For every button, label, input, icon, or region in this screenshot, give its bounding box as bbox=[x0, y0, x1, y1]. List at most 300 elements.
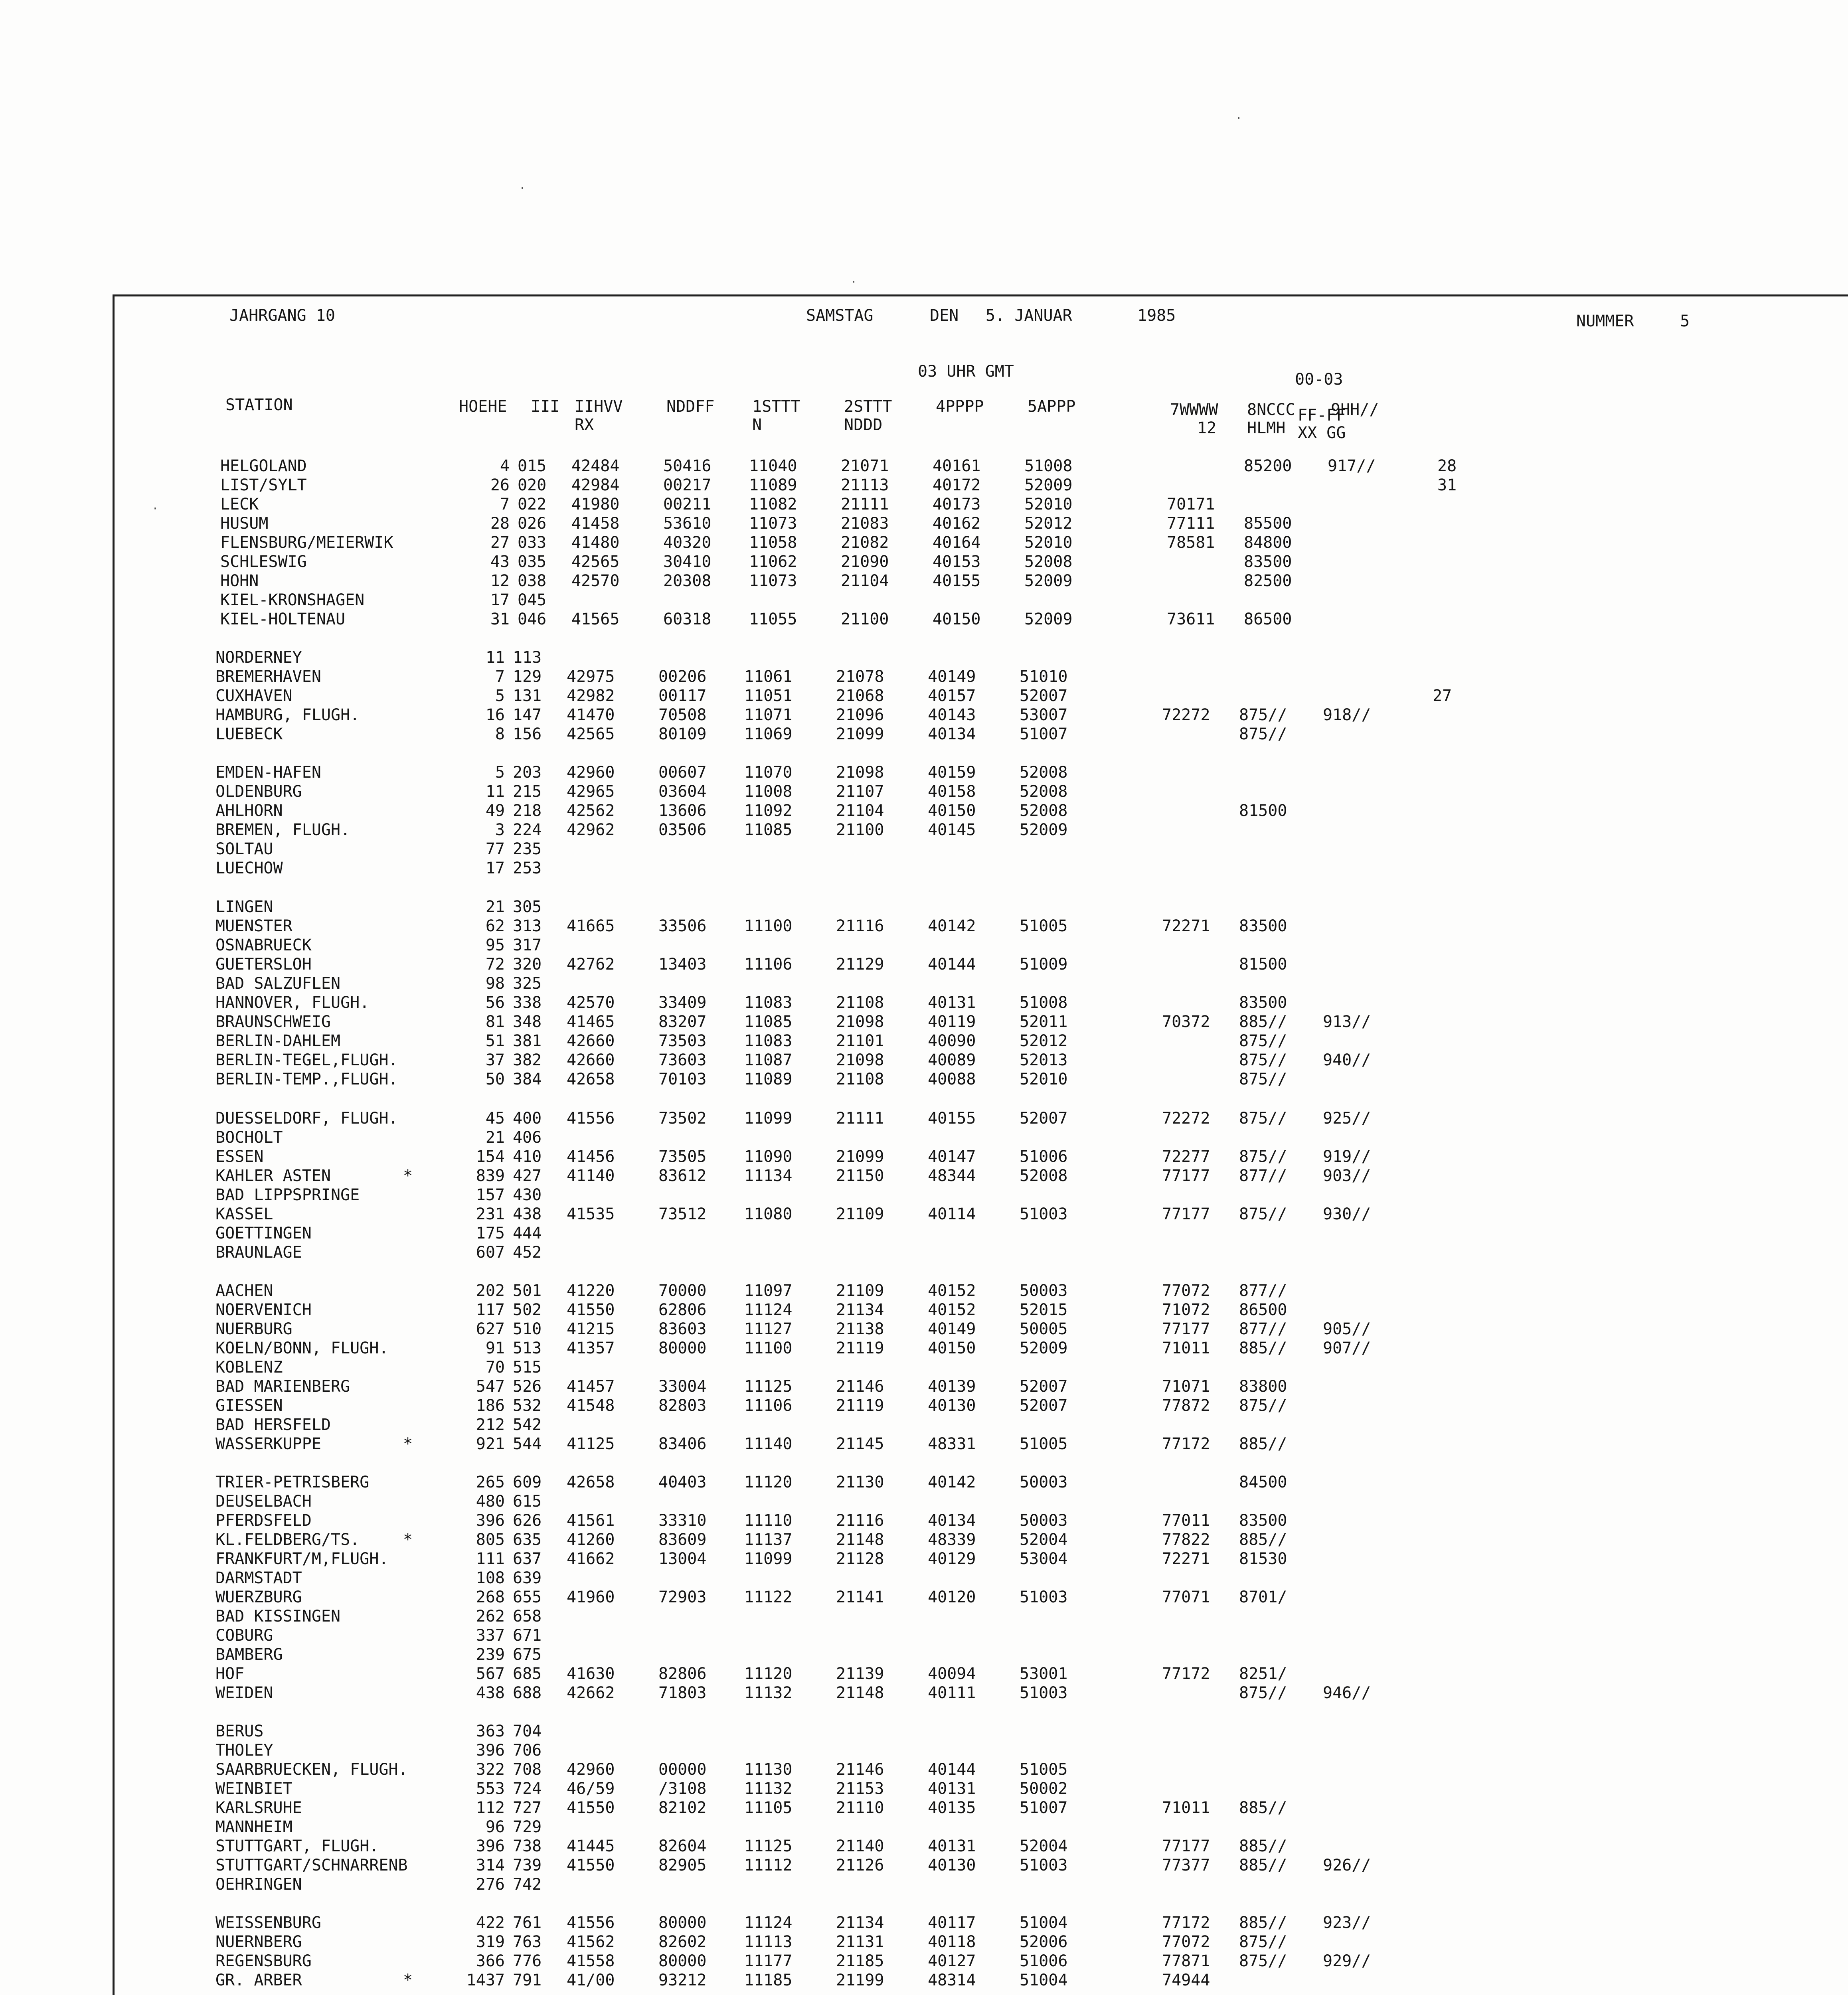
sttt2-value: 21090 bbox=[841, 553, 889, 571]
col-9hh: 9HH// bbox=[1331, 401, 1379, 419]
col-ff-top: 00-03 bbox=[1295, 370, 1343, 389]
appp5-value: 50003 bbox=[1020, 1473, 1068, 1491]
hoehe-value: 276 bbox=[476, 1875, 505, 1894]
sttt1-value: 11071 bbox=[744, 706, 793, 724]
iii-value: 727 bbox=[513, 1799, 542, 1817]
iii-value: 382 bbox=[513, 1051, 542, 1069]
nddff-value: 30410 bbox=[663, 553, 712, 571]
nddff-value: 03604 bbox=[658, 782, 707, 801]
iii-value: 513 bbox=[513, 1339, 542, 1357]
appp5-value: 51008 bbox=[1024, 457, 1073, 475]
iihvv-value: 41458 bbox=[571, 514, 620, 533]
station-name: WEISSENBURG bbox=[215, 1914, 321, 1932]
iihvv-value: 41980 bbox=[571, 495, 620, 514]
nccc8-value: 83800 bbox=[1239, 1377, 1287, 1396]
nddff-value: 33310 bbox=[658, 1511, 707, 1530]
hoehe-value: 43 bbox=[490, 553, 510, 571]
sttt1-value: 11089 bbox=[744, 1070, 793, 1088]
sttt1-value: 11122 bbox=[744, 1588, 793, 1606]
iihvv-value: 42658 bbox=[567, 1473, 615, 1491]
sttt1-value: 11008 bbox=[744, 782, 793, 801]
iihvv-value: 41558 bbox=[567, 1952, 615, 1970]
station-name: HANNOVER, FLUGH. bbox=[215, 994, 370, 1012]
sttt1-value: 11099 bbox=[744, 1109, 793, 1128]
sttt1-value: 11120 bbox=[744, 1665, 793, 1683]
hoehe-value: 49 bbox=[485, 802, 505, 820]
station-name: BAD HERSFELD bbox=[215, 1416, 331, 1434]
wwww7-value: 77871 bbox=[1162, 1952, 1210, 1970]
appp5-value: 52008 bbox=[1020, 782, 1068, 801]
iihvv-value: 42570 bbox=[567, 994, 615, 1012]
nccc8-value: 85500 bbox=[1244, 514, 1292, 533]
iii-value: 776 bbox=[513, 1952, 542, 1970]
pppp4-value: 40144 bbox=[928, 1760, 976, 1779]
sttt2-value: 21146 bbox=[836, 1377, 884, 1396]
col-ff-sub: XX GG bbox=[1298, 424, 1346, 442]
number-value: 5 bbox=[1680, 312, 1690, 330]
station-name: AACHEN bbox=[215, 1282, 273, 1300]
station-name: WASSERKUPPE bbox=[215, 1435, 321, 1453]
pppp4-value: 40111 bbox=[928, 1684, 976, 1702]
iihvv-value: 41456 bbox=[567, 1148, 615, 1166]
nccc8-value: 885// bbox=[1239, 1435, 1287, 1453]
wwww7-value: 77072 bbox=[1162, 1933, 1210, 1951]
iihvv-value: 41125 bbox=[567, 1435, 615, 1453]
station-name: BAD KISSINGEN bbox=[215, 1607, 341, 1626]
iihvv-value: 41662 bbox=[567, 1550, 615, 1568]
col-7wwww-sub: 12 bbox=[1197, 419, 1217, 437]
nccc8-value: 875// bbox=[1239, 725, 1287, 743]
nddff-value: 73505 bbox=[658, 1148, 707, 1166]
appp5-value: 52010 bbox=[1024, 495, 1073, 514]
hh9-value: 946// bbox=[1323, 1684, 1371, 1702]
nccc8-value: 885// bbox=[1239, 1837, 1287, 1855]
iii-value: 305 bbox=[513, 898, 542, 916]
den-label: DEN bbox=[930, 306, 959, 325]
nddff-value: 80109 bbox=[658, 725, 707, 743]
nccc8-value: 875// bbox=[1239, 706, 1287, 724]
pppp4-value: 40153 bbox=[933, 553, 981, 571]
iihvv-value: 41556 bbox=[567, 1914, 615, 1932]
pppp4-value: 40150 bbox=[928, 802, 976, 820]
nccc8-value: 885// bbox=[1239, 1799, 1287, 1817]
station-name: REGENSBURG bbox=[215, 1952, 312, 1970]
hoehe-value: 81 bbox=[485, 1013, 505, 1031]
station-name: COBURG bbox=[215, 1626, 273, 1645]
station-name: FRANKFURT/M,FLUGH. bbox=[215, 1550, 389, 1568]
wwww7-value: 70171 bbox=[1167, 495, 1215, 514]
iihvv-value: 42965 bbox=[567, 782, 615, 801]
nddff-value: 13403 bbox=[658, 955, 707, 974]
iihvv-value: 46/59 bbox=[567, 1780, 615, 1798]
station-name: FLENSBURG/MEIERWIK bbox=[220, 533, 393, 552]
hoehe-value: 45 bbox=[485, 1109, 505, 1128]
station-name: KAHLER ASTEN bbox=[215, 1167, 331, 1185]
hoehe-value: 37 bbox=[485, 1051, 505, 1069]
station-name: WUERZBURG bbox=[215, 1588, 302, 1606]
sttt1-value: 11112 bbox=[744, 1856, 793, 1875]
appp5-value: 52010 bbox=[1020, 1070, 1068, 1088]
station-name: SAARBRUECKEN, FLUGH. bbox=[215, 1760, 408, 1779]
station-name: WEINBIET bbox=[215, 1780, 293, 1798]
col-hoehe: HOEHE bbox=[459, 397, 507, 416]
hoehe-value: 921 bbox=[476, 1435, 505, 1453]
pppp4-value: 40114 bbox=[928, 1205, 976, 1223]
station-name: BERLIN-DAHLEM bbox=[215, 1032, 341, 1050]
iii-value: 203 bbox=[513, 763, 542, 782]
col-7wwww: 7WWWW bbox=[1170, 401, 1218, 419]
hoehe-value: 265 bbox=[476, 1473, 505, 1491]
iii-value: 438 bbox=[513, 1205, 542, 1223]
scan-speck: · bbox=[1235, 112, 1243, 126]
hoehe-value: 108 bbox=[476, 1569, 505, 1587]
station-name: HOF bbox=[215, 1665, 245, 1683]
iii-value: 639 bbox=[513, 1569, 542, 1587]
wwww7-value: 77872 bbox=[1162, 1396, 1210, 1415]
iii-value: 708 bbox=[513, 1760, 542, 1779]
appp5-value: 50002 bbox=[1020, 1780, 1068, 1798]
sttt1-value: 11132 bbox=[744, 1684, 793, 1702]
iii-value: 129 bbox=[513, 668, 542, 686]
wwww7-value: 77177 bbox=[1162, 1320, 1210, 1338]
station-name: DEUSELBACH bbox=[215, 1492, 312, 1511]
hoehe-value: 567 bbox=[476, 1665, 505, 1683]
wwww7-value: 77177 bbox=[1162, 1205, 1210, 1223]
sttt1-value: 11070 bbox=[744, 763, 793, 782]
pppp4-value: 40119 bbox=[928, 1013, 976, 1031]
sttt1-value: 11106 bbox=[744, 955, 793, 974]
wwww7-value: 72272 bbox=[1162, 1109, 1210, 1128]
scan-speck: · bbox=[519, 182, 526, 196]
hoehe-value: 1437 bbox=[466, 1971, 505, 1989]
iii-value: 400 bbox=[513, 1109, 542, 1128]
appp5-value: 52012 bbox=[1024, 514, 1073, 533]
iii-value: 026 bbox=[518, 514, 547, 533]
station-name: PFERDSFELD bbox=[215, 1511, 312, 1530]
sttt2-value: 21068 bbox=[836, 687, 884, 705]
hoehe-value: 95 bbox=[485, 936, 505, 954]
sttt2-value: 21141 bbox=[836, 1588, 884, 1606]
nddff-value: 93212 bbox=[658, 1971, 707, 1989]
iii-value: 131 bbox=[513, 687, 542, 705]
iihvv-value: 42570 bbox=[571, 572, 620, 590]
sttt2-value: 21126 bbox=[836, 1856, 884, 1875]
sttt2-value: 21130 bbox=[836, 1473, 884, 1491]
hoehe-value: 111 bbox=[476, 1550, 505, 1568]
wwww7-value: 77822 bbox=[1162, 1531, 1210, 1549]
station-name: BREMEN, FLUGH. bbox=[215, 821, 350, 839]
sttt2-value: 21109 bbox=[836, 1205, 884, 1223]
appp5-value: 51008 bbox=[1020, 994, 1068, 1012]
appp5-value: 52009 bbox=[1024, 610, 1073, 628]
appp5-value: 52008 bbox=[1020, 802, 1068, 820]
station-name: STUTTGART, FLUGH. bbox=[215, 1837, 379, 1855]
mountain-marker: * bbox=[403, 1531, 413, 1549]
station-name: BERLIN-TEGEL,FLUGH. bbox=[215, 1051, 398, 1069]
appp5-value: 51003 bbox=[1020, 1205, 1068, 1223]
iii-value: 658 bbox=[513, 1607, 542, 1626]
hoehe-value: 91 bbox=[485, 1339, 505, 1357]
sttt1-value: 11055 bbox=[749, 610, 797, 628]
appp5-value: 52007 bbox=[1020, 687, 1068, 705]
pppp4-value: 40130 bbox=[928, 1856, 976, 1875]
wwww7-value: 77011 bbox=[1162, 1511, 1210, 1530]
appp5-value: 50003 bbox=[1020, 1282, 1068, 1300]
pppp4-value: 48344 bbox=[928, 1167, 976, 1185]
iihvv-value: 41562 bbox=[567, 1933, 615, 1951]
col-nddff: NDDFF bbox=[666, 397, 715, 416]
sttt2-value: 21071 bbox=[841, 457, 889, 475]
iihvv-value: 41630 bbox=[567, 1665, 615, 1683]
hoehe-value: 31 bbox=[490, 610, 510, 628]
pppp4-value: 40129 bbox=[928, 1550, 976, 1568]
nccc8-value: 875// bbox=[1239, 1051, 1287, 1069]
pppp4-value: 40134 bbox=[928, 725, 976, 743]
nddff-value: 00000 bbox=[658, 1760, 707, 1779]
sttt2-value: 21153 bbox=[836, 1780, 884, 1798]
iihvv-value: 42960 bbox=[567, 763, 615, 782]
pppp4-value: 40147 bbox=[928, 1148, 976, 1166]
ff-value: 28 bbox=[1437, 457, 1457, 475]
hoehe-value: 28 bbox=[490, 514, 510, 533]
wwww7-value: 72271 bbox=[1162, 917, 1210, 935]
appp5-value: 51006 bbox=[1020, 1148, 1068, 1166]
appp5-value: 51003 bbox=[1020, 1588, 1068, 1606]
wwww7-value: 77377 bbox=[1162, 1856, 1210, 1875]
hoehe-value: 96 bbox=[485, 1818, 505, 1836]
sttt1-value: 11073 bbox=[749, 514, 797, 533]
sttt1-value: 11185 bbox=[744, 1971, 793, 1989]
iii-value: 452 bbox=[513, 1243, 542, 1262]
wwww7-value: 71011 bbox=[1162, 1799, 1210, 1817]
nccc8-value: 875// bbox=[1239, 1684, 1287, 1702]
nddff-value: 73603 bbox=[658, 1051, 707, 1069]
appp5-value: 52008 bbox=[1020, 1167, 1068, 1185]
station-name: KASSEL bbox=[215, 1205, 273, 1223]
iii-value: 046 bbox=[518, 610, 547, 628]
iihvv-value: 41565 bbox=[571, 610, 620, 628]
appp5-value: 51004 bbox=[1020, 1914, 1068, 1932]
nccc8-value: 86500 bbox=[1239, 1301, 1287, 1319]
nccc8-value: 875// bbox=[1239, 1396, 1287, 1415]
nccc8-value: 875// bbox=[1239, 1109, 1287, 1128]
sttt1-value: 11106 bbox=[744, 1396, 793, 1415]
iii-value: 635 bbox=[513, 1531, 542, 1549]
nccc8-value: 877// bbox=[1239, 1320, 1287, 1338]
iihvv-value: 41960 bbox=[567, 1588, 615, 1606]
iii-value: 738 bbox=[513, 1837, 542, 1855]
station-name: KOELN/BONN, FLUGH. bbox=[215, 1339, 389, 1357]
iii-value: 526 bbox=[513, 1377, 542, 1396]
station-name: BREMERHAVEN bbox=[215, 668, 321, 686]
sttt2-value: 21128 bbox=[836, 1550, 884, 1568]
col-1sttt-sub: N bbox=[752, 416, 762, 434]
station-name: BERUS bbox=[215, 1722, 264, 1740]
nccc8-value: 81500 bbox=[1239, 802, 1287, 820]
ff-value: 31 bbox=[1437, 476, 1457, 494]
pppp4-value: 40173 bbox=[933, 495, 981, 514]
col-8nccc-sub: HLMH bbox=[1247, 419, 1286, 437]
iihvv-value: 42660 bbox=[567, 1032, 615, 1050]
col-2sttt-sub: NDDD bbox=[844, 416, 883, 434]
iii-value: 338 bbox=[513, 994, 542, 1012]
nddff-value: 80000 bbox=[658, 1339, 707, 1357]
hoehe-value: 56 bbox=[485, 994, 505, 1012]
hoehe-value: 239 bbox=[476, 1645, 505, 1664]
pppp4-value: 40127 bbox=[928, 1952, 976, 1970]
station-name: DUESSELDORF, FLUGH. bbox=[215, 1109, 398, 1128]
pppp4-value: 40144 bbox=[928, 955, 976, 974]
appp5-value: 52009 bbox=[1024, 572, 1073, 590]
col-station: STATION bbox=[225, 396, 293, 414]
hoehe-value: 7 bbox=[500, 495, 510, 514]
pppp4-value: 40150 bbox=[928, 1339, 976, 1357]
appp5-value: 52007 bbox=[1020, 1109, 1068, 1128]
nddff-value: 83609 bbox=[658, 1531, 707, 1549]
sttt2-value: 21111 bbox=[841, 495, 889, 514]
pppp4-value: 40120 bbox=[928, 1588, 976, 1606]
iihvv-value: 42982 bbox=[567, 687, 615, 705]
col-4pppp: 4PPPP bbox=[936, 397, 984, 416]
nddff-value: 20308 bbox=[663, 572, 712, 590]
appp5-value: 52013 bbox=[1020, 1051, 1068, 1069]
iii-value: 761 bbox=[513, 1914, 542, 1932]
sttt2-value: 21098 bbox=[836, 1051, 884, 1069]
number-label: NUMMER bbox=[1576, 312, 1634, 330]
station-name: HOHN bbox=[220, 572, 259, 590]
hh9-value: 918// bbox=[1323, 706, 1371, 724]
nddff-value: 70000 bbox=[658, 1282, 707, 1300]
pppp4-value: 40094 bbox=[928, 1665, 976, 1683]
appp5-value: 52009 bbox=[1020, 1339, 1068, 1357]
station-name: NUERNBERG bbox=[215, 1933, 302, 1951]
nccc8-value: 84500 bbox=[1239, 1473, 1287, 1491]
wwww7-value: 77177 bbox=[1162, 1837, 1210, 1855]
pppp4-value: 40155 bbox=[933, 572, 981, 590]
pppp4-value: 40161 bbox=[933, 457, 981, 475]
nddff-value: 03506 bbox=[658, 821, 707, 839]
sttt1-value: 11090 bbox=[744, 1148, 793, 1166]
wwww7-value: 72271 bbox=[1162, 1550, 1210, 1568]
iii-value: 430 bbox=[513, 1186, 542, 1204]
station-name: AHLHORN bbox=[215, 802, 283, 820]
hoehe-value: 202 bbox=[476, 1282, 505, 1300]
sttt2-value: 21109 bbox=[836, 1282, 884, 1300]
station-name: BAD LIPPSPRINGE bbox=[215, 1186, 360, 1204]
station-name: BOCHOLT bbox=[215, 1128, 283, 1147]
station-name: NOERVENICH bbox=[215, 1301, 312, 1319]
pppp4-value: 40155 bbox=[928, 1109, 976, 1128]
hoehe-value: 396 bbox=[476, 1511, 505, 1530]
sttt2-value: 21119 bbox=[836, 1396, 884, 1415]
sttt1-value: 11132 bbox=[744, 1780, 793, 1798]
hh9-value: 903// bbox=[1323, 1167, 1371, 1185]
hoehe-value: 5 bbox=[495, 763, 505, 782]
hoehe-value: 17 bbox=[485, 859, 505, 877]
pppp4-value: 40162 bbox=[933, 514, 981, 533]
sttt1-value: 11127 bbox=[744, 1320, 793, 1338]
hoehe-value: 26 bbox=[490, 476, 510, 494]
iii-value: 320 bbox=[513, 955, 542, 974]
hh9-value: 907// bbox=[1323, 1339, 1371, 1357]
iii-value: 035 bbox=[518, 553, 547, 571]
hoehe-value: 62 bbox=[485, 917, 505, 935]
sttt1-value: 11124 bbox=[744, 1914, 793, 1932]
hoehe-value: 231 bbox=[476, 1205, 505, 1223]
hoehe-value: 98 bbox=[485, 974, 505, 993]
sttt2-value: 21101 bbox=[836, 1032, 884, 1050]
iii-value: 532 bbox=[513, 1396, 542, 1415]
hoehe-value: 175 bbox=[476, 1224, 505, 1242]
col-iihvv: IIHVV bbox=[575, 397, 623, 416]
sttt2-value: 21148 bbox=[836, 1684, 884, 1702]
iii-value: 763 bbox=[513, 1933, 542, 1951]
pppp4-value: 40164 bbox=[933, 533, 981, 552]
station-name: BAMBERG bbox=[215, 1645, 283, 1664]
hoehe-value: 186 bbox=[476, 1396, 505, 1415]
wwww7-value: 77177 bbox=[1162, 1167, 1210, 1185]
appp5-value: 52015 bbox=[1020, 1301, 1068, 1319]
iii-value: 218 bbox=[513, 802, 542, 820]
sttt2-value: 21138 bbox=[836, 1320, 884, 1338]
mountain-marker: * bbox=[403, 1435, 413, 1453]
hoehe-value: 112 bbox=[476, 1799, 505, 1817]
nddff-value: 33506 bbox=[658, 917, 707, 935]
sttt2-value: 21107 bbox=[836, 782, 884, 801]
iii-value: 655 bbox=[513, 1588, 542, 1606]
sttt2-value: 21110 bbox=[836, 1799, 884, 1817]
station-name: KOBLENZ bbox=[215, 1358, 283, 1377]
nddff-value: 73502 bbox=[658, 1109, 707, 1128]
hoehe-value: 363 bbox=[476, 1722, 505, 1740]
nddff-value: 00206 bbox=[658, 668, 707, 686]
station-name: SCHLESWIG bbox=[220, 553, 307, 571]
iihvv-value: 41556 bbox=[567, 1109, 615, 1128]
sttt2-value: 21104 bbox=[836, 802, 884, 820]
col-5appp: 5APPP bbox=[1028, 397, 1076, 416]
iii-value: 724 bbox=[513, 1780, 542, 1798]
iii-value: 515 bbox=[513, 1358, 542, 1377]
nccc8-value: 84800 bbox=[1244, 533, 1292, 552]
nddff-value: 13606 bbox=[658, 802, 707, 820]
appp5-value: 52010 bbox=[1024, 533, 1073, 552]
hoehe-value: 154 bbox=[476, 1148, 505, 1166]
hoehe-value: 396 bbox=[476, 1837, 505, 1855]
nddff-value: 72903 bbox=[658, 1588, 707, 1606]
nddff-value: 13004 bbox=[658, 1550, 707, 1568]
appp5-value: 52007 bbox=[1020, 1396, 1068, 1415]
col-iihvv-sub: RX bbox=[575, 416, 594, 434]
station-name: TRIER-PETRISBERG bbox=[215, 1473, 370, 1491]
hoehe-value: 8 bbox=[495, 725, 505, 743]
iii-value: 313 bbox=[513, 917, 542, 935]
station-name: STUTTGART/SCHNARRENB bbox=[215, 1856, 408, 1875]
iii-value: 501 bbox=[513, 1282, 542, 1300]
station-name: BERLIN-TEMP.,FLUGH. bbox=[215, 1070, 398, 1088]
sttt1-value: 11105 bbox=[744, 1799, 793, 1817]
station-name: HUSUM bbox=[220, 514, 269, 533]
wwww7-value: 71011 bbox=[1162, 1339, 1210, 1357]
iii-value: 742 bbox=[513, 1875, 542, 1894]
sttt1-value: 11040 bbox=[749, 457, 797, 475]
nddff-value: 83603 bbox=[658, 1320, 707, 1338]
hoehe-value: 319 bbox=[476, 1933, 505, 1951]
station-name: KIEL-KRONSHAGEN bbox=[220, 591, 365, 609]
hoehe-value: 322 bbox=[476, 1760, 505, 1779]
pppp4-value: 40131 bbox=[928, 1780, 976, 1798]
sttt1-value: 11083 bbox=[744, 994, 793, 1012]
sttt1-value: 11085 bbox=[744, 821, 793, 839]
